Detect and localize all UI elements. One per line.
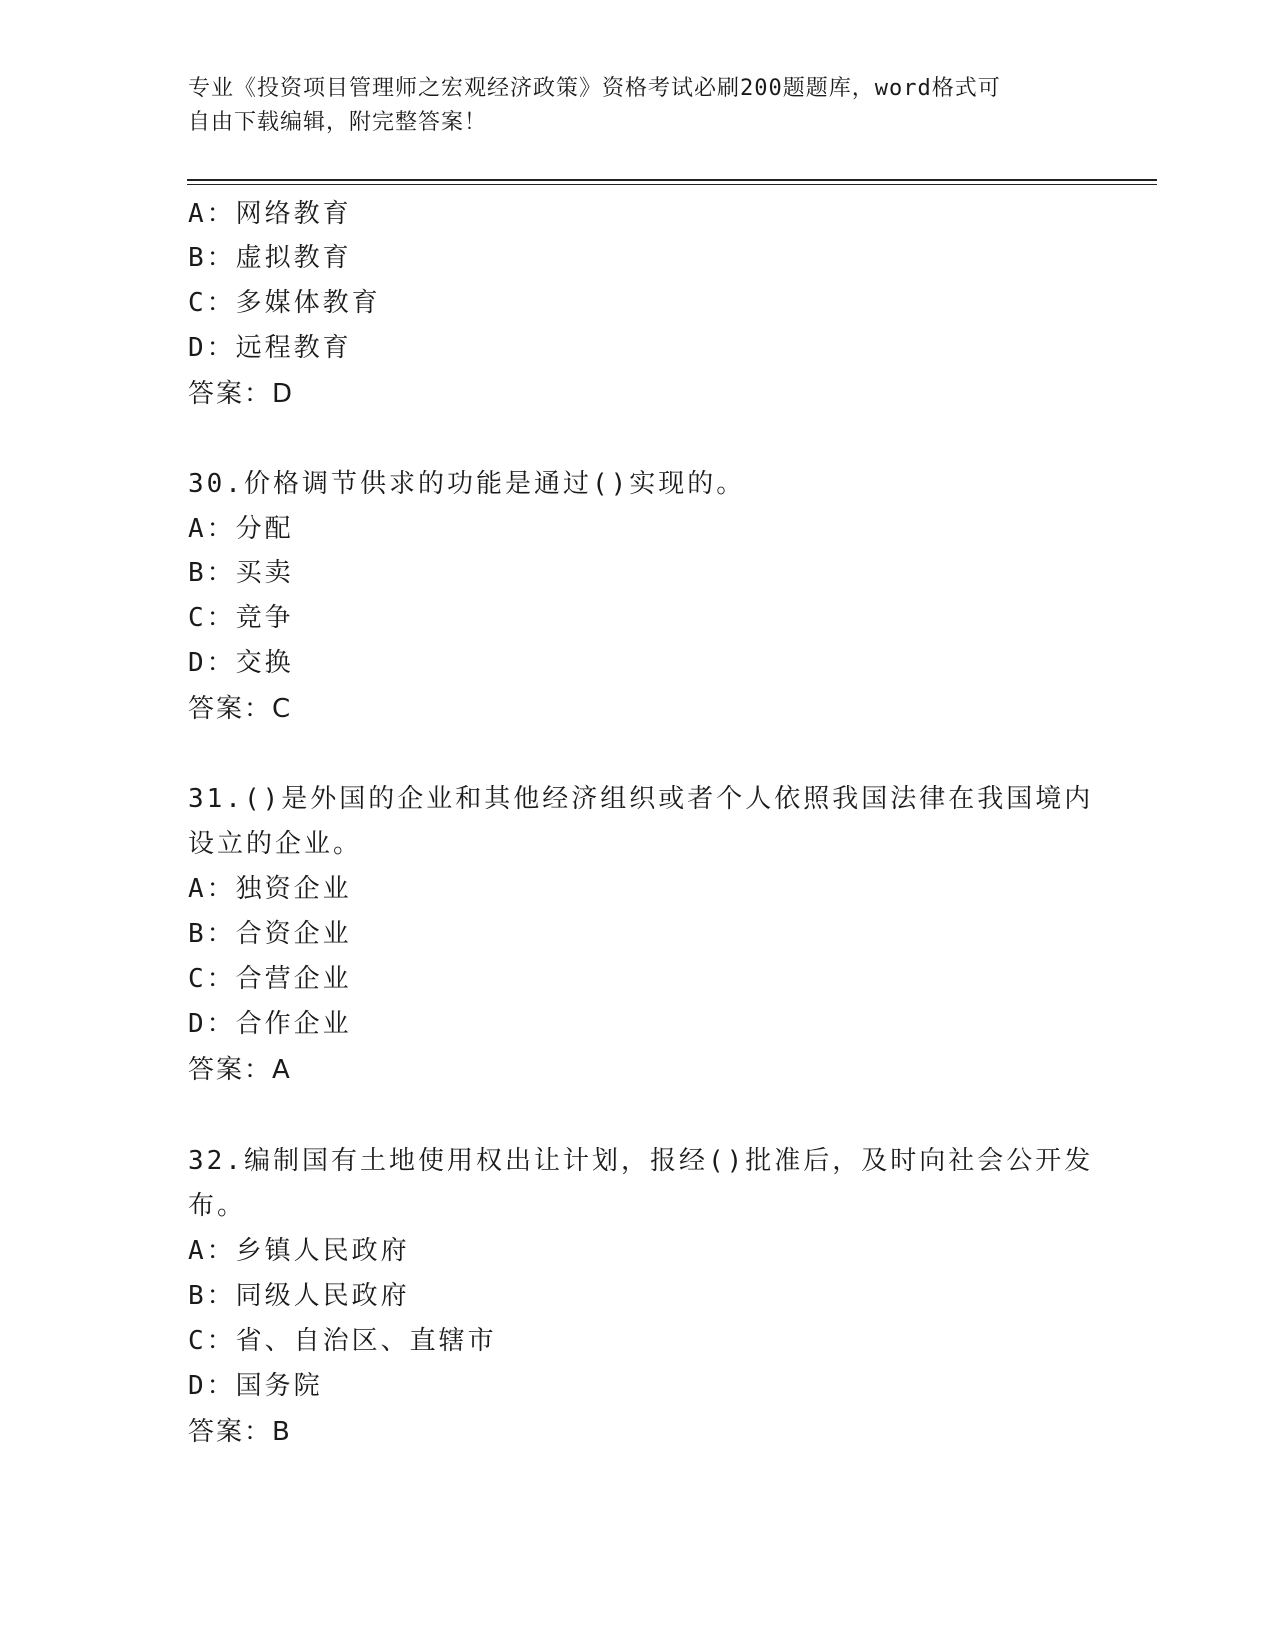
document-header [188, 72, 1088, 140]
q30-option-b: B：买卖 [188, 558, 294, 588]
q30-stem: 30.价格调节供求的功能是通过()实现的。 [188, 469, 746, 499]
q29-answer: 答案：D [188, 379, 295, 409]
q29-option-b: B：虚拟教育 [188, 243, 352, 273]
q32-answer: 答案：B [188, 1417, 292, 1447]
q30-option-c: C：竞争 [188, 603, 294, 633]
q30-option-a: A：分配 [188, 514, 294, 544]
q32-option-d: D：国务院 [188, 1371, 323, 1401]
q29-option-c: C：多媒体教育 [188, 288, 381, 318]
q32-stem-line-2: 布。 [188, 1191, 247, 1221]
header-rule-thin [187, 184, 1157, 185]
q31-stem-line-1: 31.()是外国的企业和其他经济组织或者个人依照我国法律在我国境内 [188, 784, 1094, 814]
header-line-1: 专业《投资项目管理师之宏观经济政策》资格考试必刷200题题库，word格式可 [188, 76, 1001, 101]
q31-option-d: D：合作企业 [188, 1009, 352, 1039]
header-rule-thick [187, 179, 1157, 181]
q29-option-a: A：网络教育 [188, 199, 352, 229]
q29-option-d: D：远程教育 [188, 333, 352, 363]
q32-stem-line-1: 32.编制国有土地使用权出让计划，报经()批准后，及时向社会公开发 [188, 1146, 1094, 1176]
q32-option-c: C：省、自治区、直辖市 [188, 1326, 497, 1356]
q32-option-b: B：同级人民政府 [188, 1281, 410, 1311]
q31-stem-line-2: 设立的企业。 [188, 829, 363, 859]
q31-option-b: B：合资企业 [188, 919, 352, 949]
q32-option-a: A：乡镇人民政府 [188, 1236, 410, 1266]
q30-option-d: D：交换 [188, 648, 294, 678]
header-line-2: 自由下载编辑，附完整答案！ [188, 110, 488, 135]
q30-answer: 答案：C [188, 694, 293, 724]
q31-option-a: A：独资企业 [188, 874, 352, 904]
q31-answer: 答案：A [188, 1055, 292, 1085]
q31-option-c: C：合营企业 [188, 964, 352, 994]
